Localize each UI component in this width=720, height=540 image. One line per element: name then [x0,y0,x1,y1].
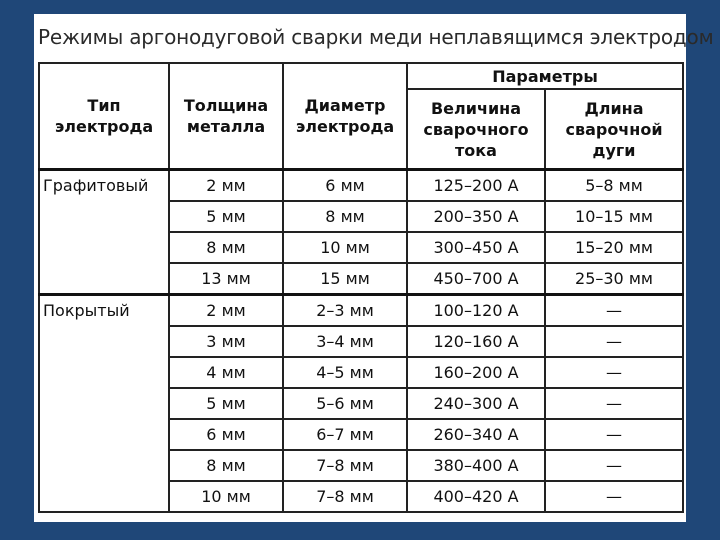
thickness-cell: 10 мм [169,481,283,512]
header-metal-thickness: Толщина металла [169,63,283,170]
current-cell: 380–400 А [407,450,545,481]
current-cell: 120–160 А [407,326,545,357]
diameter-cell: 15 мм [283,263,407,295]
thickness-cell: 2 мм [169,170,283,202]
current-cell: 125–200 А [407,170,545,202]
diameter-cell: 6–7 мм [283,419,407,450]
electrode-type-cell: Графитовый [39,170,169,295]
electrode-type-cell: Покрытый [39,295,169,513]
diameter-cell: 7–8 мм [283,481,407,512]
current-cell: 260–340 А [407,419,545,450]
arc-length-cell: 15–20 мм [545,232,683,263]
current-cell: 400–420 А [407,481,545,512]
arc-length-cell: 5–8 мм [545,170,683,202]
diameter-cell: 2–3 мм [283,295,407,327]
arc-length-cell: — [545,326,683,357]
slide-sheet [34,14,714,522]
diameter-cell: 5–6 мм [283,388,407,419]
diameter-cell: 6 мм [283,170,407,202]
diameter-cell: 10 мм [283,232,407,263]
welding-modes-table [38,62,684,513]
table-row [39,170,683,202]
current-cell: 450–700 А [407,263,545,295]
arc-length-cell: — [545,357,683,388]
diameter-cell: 3–4 мм [283,326,407,357]
arc-length-cell: — [545,450,683,481]
header-parameters: Параметры [407,63,683,89]
thickness-cell: 3 мм [169,326,283,357]
thickness-cell: 6 мм [169,419,283,450]
thickness-cell: 13 мм [169,263,283,295]
current-cell: 160–200 А [407,357,545,388]
current-cell: 240–300 А [407,388,545,419]
diameter-cell: 7–8 мм [283,450,407,481]
thickness-cell: 4 мм [169,357,283,388]
diameter-cell: 8 мм [283,201,407,232]
thickness-cell: 5 мм [169,388,283,419]
table-body [39,170,683,513]
thickness-cell: 8 мм [169,232,283,263]
thickness-cell: 5 мм [169,201,283,232]
current-cell: 100–120 А [407,295,545,327]
header-electrode-type: Тип электрода [39,63,169,170]
arc-length-cell: — [545,419,683,450]
current-cell: 200–350 А [407,201,545,232]
header-welding-current: Величина сварочного тока [407,89,545,170]
arc-length-cell: — [545,388,683,419]
diameter-cell: 4–5 мм [283,357,407,388]
arc-length-cell: — [545,295,683,327]
arc-length-cell: — [545,481,683,512]
thickness-cell: 8 мм [169,450,283,481]
page-title: Режимы аргонодуговой сварки меди неплавящимся электродом [38,25,714,49]
thickness-cell: 2 мм [169,295,283,327]
table-row [39,295,683,327]
arc-length-cell: 25–30 мм [545,263,683,295]
arc-length-cell: 10–15 мм [545,201,683,232]
current-cell: 300–450 А [407,232,545,263]
header-electrode-diameter: Диаметр электрода [283,63,407,170]
header-arc-length: Длина сварочной дуги [545,89,683,170]
